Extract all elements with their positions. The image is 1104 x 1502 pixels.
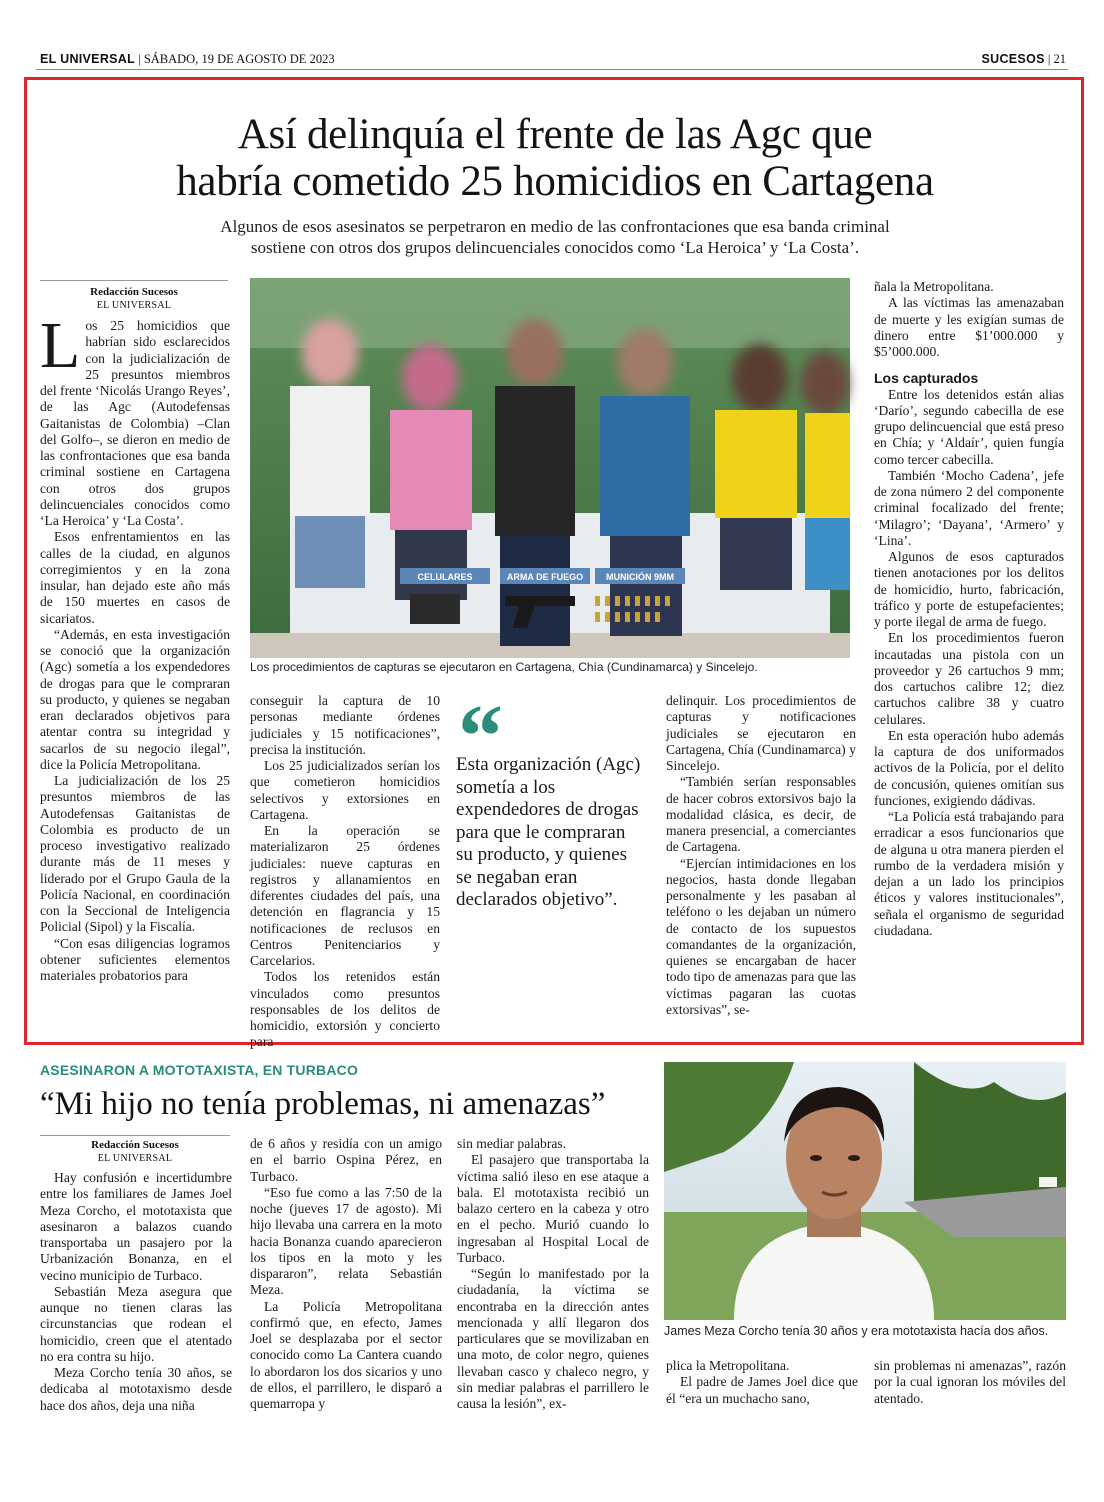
paragraph: A las víctimas las amenazaban de muerte y les exigían sumas de dinero entre $1’000.000 y $5’000.000. (874, 295, 1064, 359)
paragraph: conseguir la captura de 10 personas mediante órdenes judiciales y 15 notificaciones”, precisa la institución. (250, 693, 440, 757)
paragraph: Algunos de esos capturados tienen anotaciones por los delitos de homicidio, hurto, fabricación, tráfico y porte de estupefacientes; y porte ilegal de arma de fuego. (874, 549, 1064, 629)
paragraph: “Con esas diligencias logramos obtener suficientes elementos materiales probatorios para (40, 935, 230, 983)
issue-date: | SÁBADO, 19 DE AGOSTO DE 2023 (138, 52, 335, 66)
subhead-line-1: Algunos de esos asesinatos se perpetraron en medio de las confrontaciones que esa banda criminal (220, 217, 890, 236)
newspaper-name: EL UNIVERSAL (40, 52, 136, 66)
byline-rule (40, 280, 228, 281)
section-name: SUCESOS (981, 52, 1045, 66)
paragraph: delinquir. Los procedimientos de capturas y notificaciones judiciales se ejecutaron en Cartagena, Chía (Cundinamarca) y Sincelejo. (666, 693, 856, 773)
victim-photo-caption: James Meza Corcho tenía 30 años y era mototaxista hacía dos años. (664, 1324, 1049, 1338)
paragraph: de 6 años y residía con un amigo en el barrio Ospina Pérez, en Turbaco. (250, 1136, 442, 1184)
drop-cap: L (40, 309, 81, 382)
article2-column-1 (40, 1170, 232, 1490)
paragraph: La judicialización de los 25 presuntos miembros de las Autodefensas Gaitanistas de Colombia es producto de un proceso investigativo realizado durante más de 11 meses y liderado por el Grupo Gaula de la Policía Nacional, en coordinación con la Seccional de Inteligencia Policial (Sipol) y la Fiscalía. (40, 773, 230, 935)
pull-quote: Esta organización (Agc) sometía a los expendedores de drogas para que le compraran su producto, y quienes se negaban eran declarados objetivo”. (456, 754, 641, 910)
article2-column-2 (250, 1136, 442, 1492)
article2-byline-rule (40, 1135, 230, 1136)
arrest-photo (250, 278, 850, 658)
table-label-phones: CELULARES (417, 572, 473, 582)
page-header-right (982, 52, 1067, 67)
victim-photo-image (664, 1062, 1066, 1320)
victim-photo (664, 1062, 1066, 1320)
section-subhead: Los capturados (874, 370, 979, 387)
table-label-ammo: MUNICIÓN 9MM (606, 572, 674, 582)
col5-part-b (874, 387, 1064, 940)
col5-part-a (874, 295, 1064, 360)
paragraph: También ‘Mocho Cadena’, jefe de zona número 2 del componente criminal focalizado del frente; ‘Milagro’; ‘Dayana’, ‘Armero’ y ‘Lina’. (874, 467, 1064, 548)
paragraph: El pasajero que transportaba la víctima salió ileso en ese ataque a bala. El mototaxista recibió un balazo certero en la cabeza y otro en el pecho. Murió cuando lo ingresaban al Hospital Local de Turbaco. (457, 1152, 649, 1265)
paragraph: “Ejercían intimidaciones en los negocios, hasta donde llegaban personalmente y les pasaban al teléfono o les dejaban un número de contacto de los supuestos comandantes de la organización, quienes se encargaban de hacer todo tipo de amenazas para que las víctimas pagaran las cuotas extorsivas”, se- (666, 855, 856, 1017)
article2-byline-org: EL UNIVERSAL (97, 1153, 173, 1164)
article2-column-3 (457, 1136, 649, 1492)
subhead-line-2: sostiene con otros dos grupos delincuenciales conocidos como ‘La Heroica’ y ‘La Costa’. (250, 238, 860, 257)
paragraph: El padre de James Joel dice que él “era un muchacho sano, (666, 1374, 858, 1406)
article-column-4 (666, 693, 856, 1033)
header-rule (36, 69, 1068, 70)
article-subhead (90, 216, 1020, 258)
paragraph: “Además, en esta investigación se conoció que la organización (Agc) sometía a los expendedores de drogas para que le compraran su producto, y quienes se negaban eran declarados objetivos para atentar contra su integridad y sacarlos de su negocio ilegal”, dice la Policía Metropolitana. (40, 626, 230, 772)
paragraph: sin problemas ni amenazas”, razón por la cual ignoran los móviles del atentado. (874, 1358, 1066, 1406)
paragraph: Entre los detenidos están alias ‘Darío’, segundo cabecilla de ese grupo delincuencial que está preso en Chía; y ‘Aldaír’, quien fungía como tercer cabecilla. (874, 386, 1064, 467)
paragraph: Sebastián Meza asegura que aunque no tienen claras las circunstancias que rodean el homicidio, creen que el atentado no era contra su hijo. (40, 1283, 232, 1364)
paragraph: “Según lo manifestado por la ciudadanía, la víctima se encontraba en la dirección antes mencionada y allí llegaron dos particulares que se movilizaban en una moto, de color negro, quienes llevaban casco y chaleco negro, y sin mediar palabras el parrillero le causa la lesión”, ex- (457, 1266, 649, 1411)
paragraph: En esta operación hubo además la captura de dos uniformados activos de la Policía, por el delito de concusión, quienes omitían sus funciones, exigiendo dádivas. (874, 727, 1064, 808)
article-column-2 (250, 693, 440, 1050)
paragraph: sin mediar palabras. (457, 1136, 567, 1151)
paragraph: Hay confusión e incertidumbre entre los familiares de James Joel Meza Corcho, el mototaxista que asesinaron a balazos cuando transportaba un pasajero por la Urbanización Bonanza, en el vecino municipio de Turbaco. (40, 1170, 232, 1283)
headline-line-1: Así delinquía el frente de las Agc que (237, 111, 873, 158)
paragraph: “También serían responsables de hacer cobros extorsivos bajo la modalidad clásica, es decir, de manera presencial, a comerciantes de Cartagena. (666, 774, 856, 855)
paragraph: os 25 homicidios que habrían sido esclarecidos con la judicialización de 25 presuntos miembros del frente ‘Nicolás Urango Reyes’, de las Agc (Autodefensas Gaitanistas de Colombia) –Clan del Golfo–, se dieron en medio de las confrontaciones que esa banda criminal sostiene en Cartagena con otros dos grupos delincuenciales conocidos como ‘La Heroica’ y ‘La Costa’. (40, 318, 230, 528)
headline-line-2: habría cometido 25 homicidios en Cartagena (176, 158, 934, 205)
article-headline (30, 111, 1080, 205)
quote-mark-icon: “ (458, 687, 503, 786)
arrest-photo-caption: Los procedimientos de capturas se ejecutaron en Cartagena, Chía (Cundinamarca) y Sincelejo. (250, 660, 758, 674)
article-column-5 (874, 279, 1064, 1035)
byline-org: EL UNIVERSAL (96, 300, 172, 311)
paragraph: En los procedimientos fueron incautadas una pistola con un proveedor y 26 cartuchos 9 mm; dos cartuchos calibre 12; diez cartuchos calibre 38 y cuatro celulares. (874, 630, 1064, 727)
paragraph: plica la Metropolitana. (666, 1358, 790, 1373)
paragraph: Todos los retenidos están vinculados como presuntos responsables de los delitos de homicidio, extorsión y concierto para (250, 969, 440, 1050)
article2-column-5 (874, 1358, 1066, 1492)
paragraph: “Eso fue como a las 7:50 de la noche (jueves 17 de agosto). Mi hijo llevaba una carrera en la moto hacia Bonanza cuando aparecieron los tipos en la moto y les dispararon”, relata Sebastián Meza. (250, 1184, 442, 1298)
paragraph: La Policía Metropolitana confirmó que, en efecto, James Joel se desplazaba por el sector conocido como La Cantera cuando lo abordaron los dos sicarios y uno de ellos, el parrillero, le disparó a quemarropa y (250, 1298, 442, 1411)
article2-headline: “Mi hijo no tenía problemas, ni amenazas” (40, 1086, 606, 1122)
paragraph: Esos enfrentamientos en las calles de la ciudad, en algunos corregimientos y en la zona insular, han dejado este año más de 150 muertes en casos de sicariatos. (40, 529, 230, 626)
article-column-1 (40, 309, 230, 1034)
arrest-photo-image (250, 278, 850, 658)
paragraph: Meza Corcho tenía 30 años, se dedicaba al mototaxismo desde hace dos años, deja una niña (40, 1365, 232, 1413)
paragraph: En la operación se materializaron 25 órdenes judiciales: nueve capturas en registros y allanamientos en diferentes ciudades del país, una detención en flagrancia y 15 notificaciones de reclusos en Centros Penitenciarios y Carcelarios. (250, 823, 440, 968)
col5-intro: ñala la Metropolitana. (874, 279, 994, 294)
page-number: | 21 (1047, 52, 1066, 66)
paragraph: Los 25 judicializados serían los que cometieron homicidios selectivos y extorsiones en Cartagena. (250, 758, 440, 822)
table-label-firearm: ARMA DE FUEGO (506, 572, 584, 582)
page-header-left (40, 52, 335, 67)
article2-byline-author: Redacción Sucesos (91, 1139, 179, 1151)
article2-byline (40, 1139, 230, 1165)
article2-kicker: ASESINARON A MOTOTAXISTA, EN TURBACO (40, 1062, 359, 1078)
article2-column-4 (666, 1358, 858, 1492)
paragraph: “La Policía está trabajando para erradicar a esos funcionarios que de alguna u otra manera pierden el rumbo de la verdadera misión y dejan a un lado los principios éticos y valores institucionales”, señala el organismo de seguridad ciudadana. (874, 809, 1064, 938)
byline-author: Redacción Sucesos (90, 286, 178, 298)
